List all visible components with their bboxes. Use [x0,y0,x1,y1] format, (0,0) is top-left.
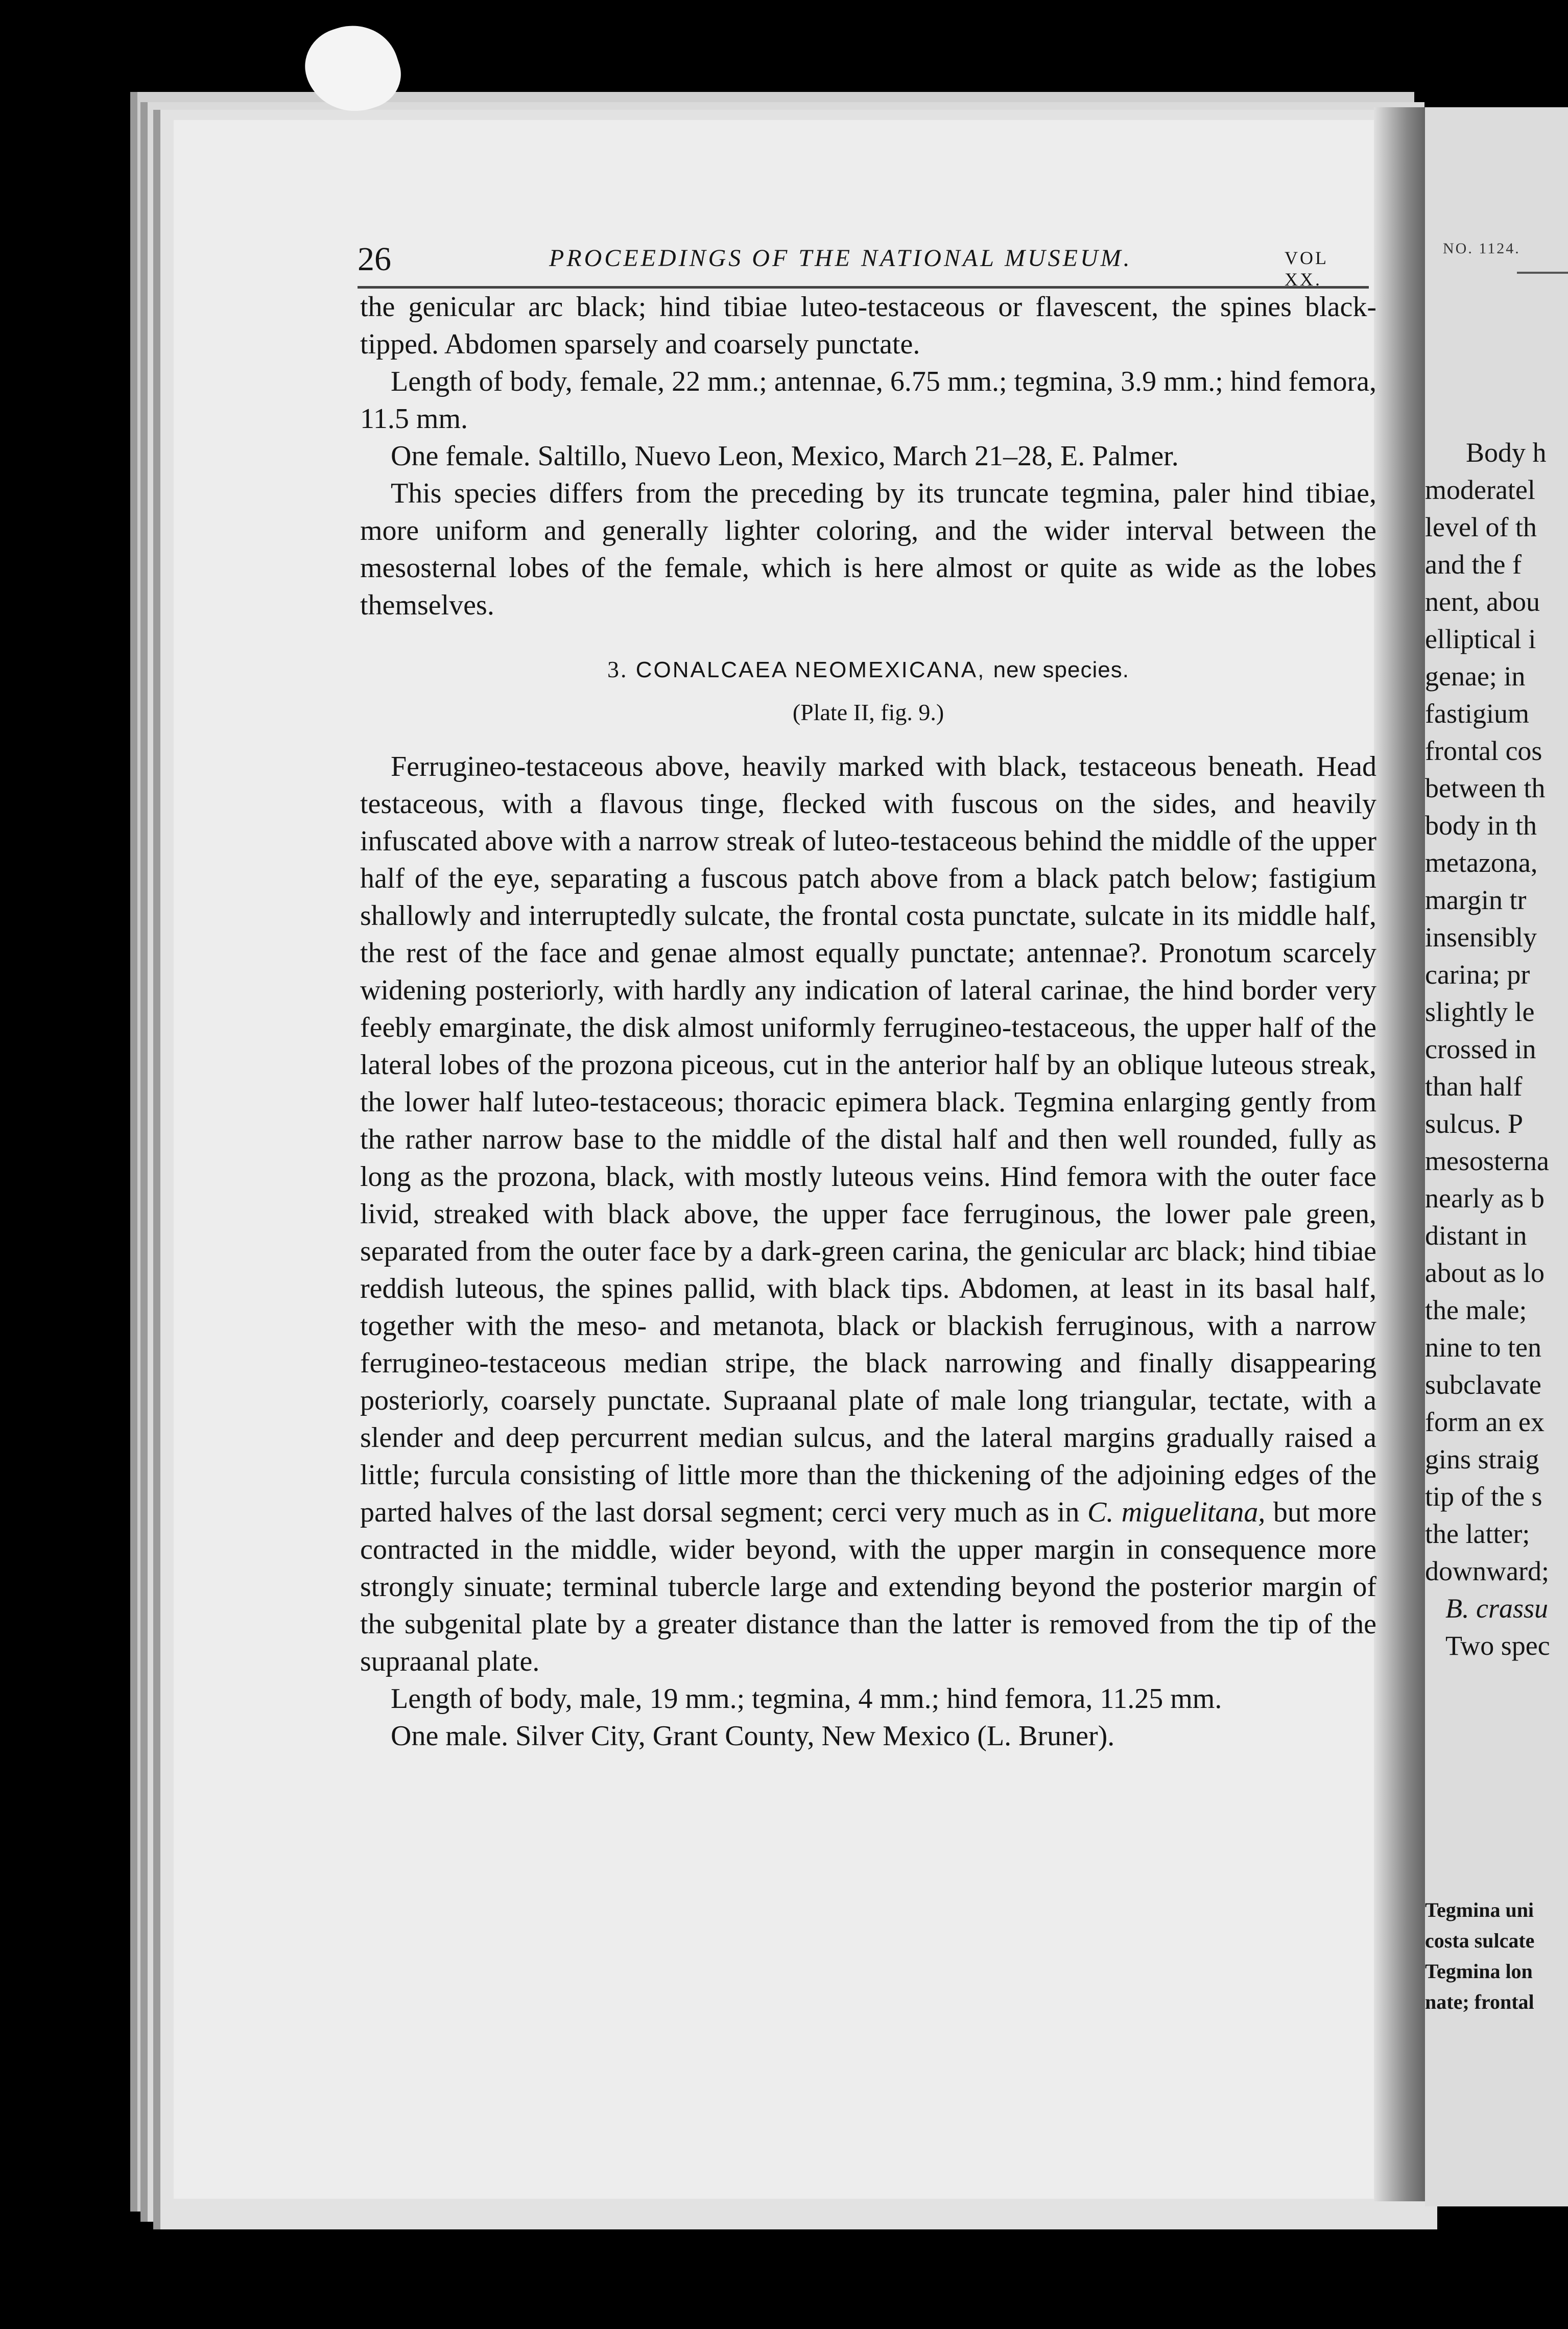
facing-page-line: elliptical i [1425,624,1536,654]
facing-page-line: nearly as b [1425,1183,1545,1214]
male-length-paragraph: Length of body, male, 19 mm.; tegmina, 4 mm.; hind femora, 11.25 mm. [391,1683,1222,1715]
article-body [360,289,1376,1755]
journal-title: PROCEEDINGS OF THE NATIONAL MUSEUM. [549,245,1132,272]
facing-page-line: form an ex [1425,1407,1545,1437]
facing-page-line: Body h [1466,437,1547,468]
facing-page-key-line: Tegmina uni [1425,1898,1534,1921]
species-number: 3. [607,656,628,682]
volume-label: VOL XX. [1285,248,1328,290]
facing-page-text [1425,434,1568,1665]
facing-page-key [1425,1895,1534,2017]
facing-page-line: B. crassu [1445,1593,1548,1624]
facing-page-line: insensibly [1425,922,1537,953]
facing-page-line: the male; [1425,1295,1527,1325]
facing-page-line: the latter; [1425,1518,1530,1549]
facing-page-line: slightly le [1425,996,1535,1027]
facing-page-line: frontal cos [1425,735,1542,766]
running-head [358,240,1369,289]
facing-page-line: level of th [1425,512,1537,542]
facing-page-line: downward; [1425,1556,1549,1586]
species-name: CONALCAEA NEOMEXICANA, [635,657,986,682]
opening-paragraph: the genicular arc black; hind tibiae luteo-testaceous or flavescent, the spines black-tipped. Abdomen sparsely and coarsely punctate. [360,291,1376,360]
facing-page-line: sulcus. P [1425,1108,1524,1139]
facing-page-key-line: Tegmina lon [1425,1960,1533,1983]
facing-page-line: than half [1425,1071,1523,1102]
facing-page-line: tip of the s [1425,1481,1542,1512]
facing-page-line: subclavate [1425,1369,1541,1400]
facing-page-line: crossed in [1425,1034,1536,1064]
facing-page-key-line: costa sulcate [1425,1929,1535,1952]
male-locality-paragraph: One male. Silver City, Grant County, New Mexico (L. Bruner). [391,1720,1115,1752]
facing-page-line: genae; in [1425,661,1526,692]
facing-page-line: margin tr [1425,885,1527,915]
description-continuation: but more contracted in the middle, wider beyond, with the upper margin in consequence more strongly sinuate; terminal tubercle large and extending beyond the posterior margin of the subgenital plate by a greater distance than the latter is removed from the tip of the supraanal plate. [360,1496,1376,1677]
facing-page-line: moderatel [1425,474,1535,505]
facing-page-line: about as lo [1425,1257,1545,1288]
facing-page-line: fastigium [1425,698,1529,729]
facing-page-line: mesosterna [1425,1146,1549,1176]
description-italic-taxon: C. miguelitana, [1087,1496,1266,1528]
facing-page-line: body in th [1425,810,1537,841]
facing-page-line: between th [1425,773,1546,803]
comparison-paragraph: This species differs from the preceding by its truncate tegmina, paler hind tibiae, more uniform and generally lighter coloring, and the wider interval between the mesosternal lobes of the female, which is here almost or quite as wide as the lobes themselves. [360,478,1376,621]
facing-page-header: NO. 1124. [1443,240,1521,257]
female-length-paragraph: Length of body, female, 22 mm.; antennae, 6.75 mm.; tegmina, 3.9 mm.; hind femora, 11.5 mm. [360,366,1376,435]
female-locality-paragraph: One female. Saltillo, Nuevo Leon, Mexico, March 21–28, E. Palmer. [391,440,1179,472]
facing-page [1425,107,1568,2206]
facing-page-rule [1517,272,1568,274]
facing-page-line: nent, abou [1425,586,1540,617]
facing-page-line: nine to ten [1425,1332,1541,1363]
page-number: 26 [358,241,391,278]
facing-page-line: metazona, [1425,847,1538,878]
facing-page-line: carina; pr [1425,959,1530,990]
plate-reference: (Plate II, fig. 9.) [792,699,944,725]
facing-page-line: gins straig [1425,1444,1539,1475]
description-text: Ferrugineo-testaceous above, heavily marked with black, testaceous beneath. Head testaceous, with a flavous tinge, flecked with fuscous on the sides, and heavily infuscated above with a narrow streak of luteo-testaceous behind the middle of the upper half of the eye, separating a fuscous patch above from a black patch below; fastigium shallowly and interruptedly sulcate, the frontal costa punctate, sulcate in its middle half, the rest of the face and genae almost equally punctate; antennae?. Pronotum scarcely widening posteriorly, with hardly any indication of lateral carinae, the hind border very feebly emarginate, the disk almost uniformly ferrugineo-testaceous, the upper half of the lateral lobes of the prozona piceous, cut in the anterior half by an oblique luteous streak, the lower half luteo-testaceous; thoracic epimera black. Tegmina enlarging gently from the rather narrow base to the middle of the distal half and then well rounded, fully as long as the prozona, black, with mostly luteous veins. Hind femora with the outer face livid, streaked with black above, the upper face ferruginous, the lower pale green, separated from the outer face by a dark-green carina, the genicular arc black; hind tibiae reddish luteous, the spines pallid, with black tips. Abdomen, at least in its basal half, together with the meso- and metanota, black or blackish ferruginous, with a narrow ferrugineo-testaceous median stripe, the black narrowing and finally disappearing posteriorly, coarsely punctate. Supraanal plate of male long triangular, tectate, with a slender and deep percurrent median sulcus, and the lateral margins gradually raised a little; furcula consisting of little more than the thickening of the adjoining edges of the parted halves of the last dorsal segment; cerci very much as in [360,751,1376,1528]
description-paragraph [360,748,1376,1680]
facing-page-line: distant in [1425,1220,1527,1251]
facing-page-key-line: nate; frontal [1425,1990,1534,2013]
facing-page-line: Two spec [1445,1630,1550,1661]
species-heading [360,651,1376,688]
facing-page-line: and the f [1425,549,1522,580]
species-status: new species. [993,657,1129,682]
